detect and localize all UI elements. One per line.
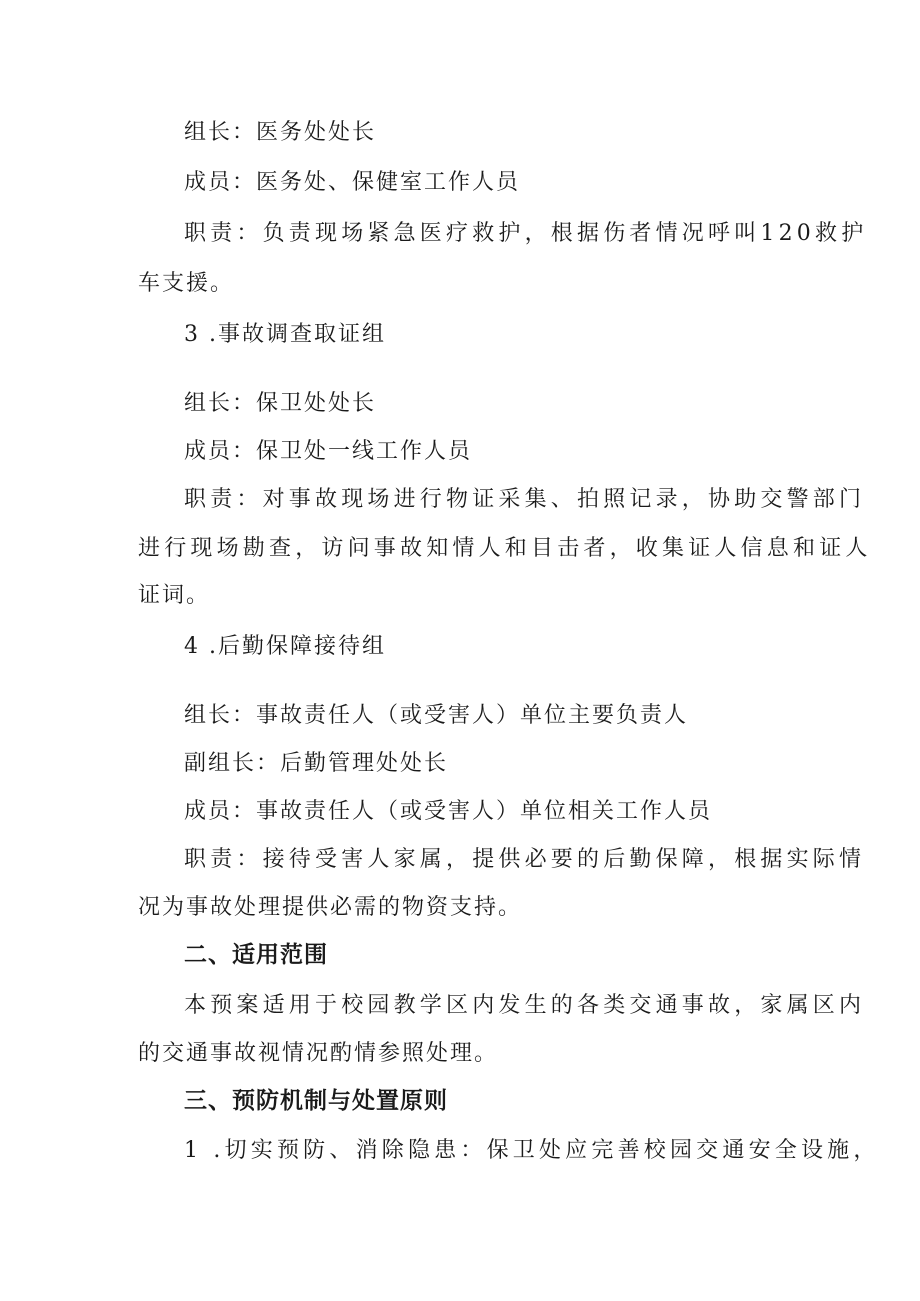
text-line: 组长：事故责任人（或受害人）单位主要负责人 (184, 703, 689, 728)
text-line: 职责：负责现场紧急医疗救护，根据伤者情况呼叫120救护 (184, 221, 868, 246)
text-line: 进行现场勘查，访问事故知情人和目击者，收集证人信息和证人 (138, 536, 872, 561)
text-line: 本预案适用于校园教学区内发生的各类交通事故，家属区内 (184, 993, 866, 1018)
text-line: 的交通事故视情况酌情参照处理。 (138, 1041, 499, 1066)
text-line: 成员：医务处、保健室工作人员 (184, 170, 521, 195)
text-line: 成员：保卫处一线工作人员 (184, 439, 473, 464)
text-line: 组长：保卫处处长 (184, 391, 377, 416)
text-line: 况为事故处理提供必需的物资支持。 (138, 895, 523, 920)
subsection-title: 4 .后勤保障接待组 (184, 634, 386, 659)
text-line: 证词。 (138, 583, 211, 608)
text-line: 职责：接待受害人家属，提供必要的后勤保障，根据实际情 (184, 847, 866, 872)
text-line: 车支援。 (138, 271, 235, 296)
section-heading: 三、预防机制与处置原则 (184, 1088, 448, 1114)
text-line: 副组长：后勤管理处处长 (184, 751, 449, 776)
text-line: 组长：医务处处长 (184, 120, 377, 145)
text-line: 成员：事故责任人（或受害人）单位相关工作人员 (184, 799, 713, 824)
text-line: 1 .切实预防、消除隐患：保卫处应完善校园交通安全设施， (184, 1138, 880, 1163)
subsection-title: 3 .事故调查取证组 (184, 322, 386, 347)
section-heading: 二、适用范围 (184, 942, 328, 968)
text-line: 职责：对事故现场进行物证采集、拍照记录，协助交警部门 (184, 487, 866, 512)
